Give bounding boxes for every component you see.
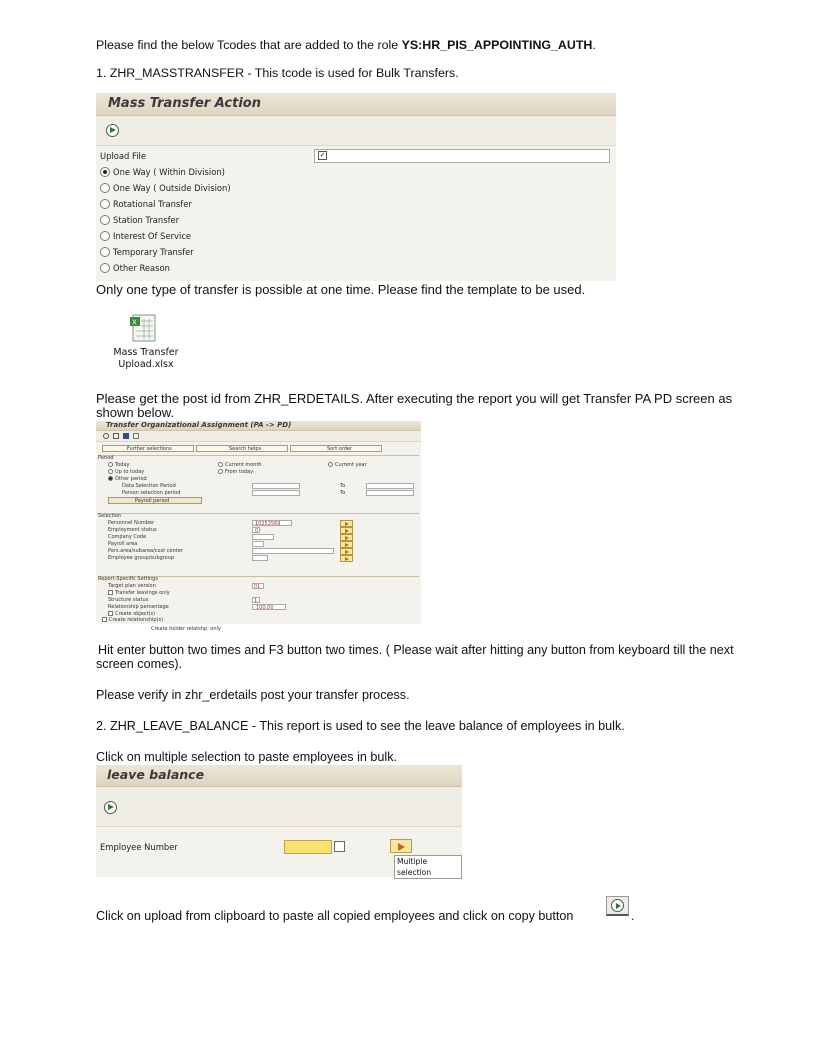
transfer-title: Transfer Organizational Assignment (PA -> PD)	[106, 421, 292, 429]
transfer-option-radio[interactable]	[100, 167, 110, 177]
one-type-paragraph: Only one type of transfer is possible at one time. Please find the template to be used.	[96, 282, 586, 297]
sort-order-label: Sort order	[327, 446, 353, 452]
upload-file-label: Upload File	[100, 151, 147, 161]
svg-text:X: X	[132, 318, 137, 327]
selection-header: Selection	[98, 513, 122, 519]
current-year-radio[interactable]	[328, 462, 333, 467]
leave-balance-screen	[96, 765, 462, 877]
selection-input[interactable]	[252, 520, 292, 526]
execute-icon[interactable]	[104, 801, 117, 814]
data-sel-from-input[interactable]	[252, 483, 300, 489]
employee-number-label: Employee Number	[100, 842, 178, 852]
search-helps-button[interactable]	[196, 445, 288, 452]
create-relationships-checkbox[interactable]	[102, 617, 107, 622]
mass-transfer-title-bar	[96, 93, 616, 116]
transfer-option-label: Temporary Transfer	[113, 247, 194, 257]
multiple-selection-button[interactable]	[340, 520, 353, 527]
create-holder-label: Create holder relatshp. only	[151, 626, 221, 632]
sort-order-button[interactable]	[290, 445, 382, 452]
transfer-screen	[96, 421, 421, 624]
today-label: Today	[115, 462, 130, 468]
selection-label: Personnel Number	[108, 520, 155, 526]
multiple-selection-button[interactable]	[340, 534, 353, 541]
attachment-name-line1: Mass Transfer	[113, 347, 179, 358]
grid-icon[interactable]	[133, 433, 139, 439]
structure-status-value: 1	[254, 598, 258, 604]
current-year-label: Current year	[335, 462, 367, 468]
transfer-leavings-checkbox[interactable]	[108, 590, 113, 595]
transfer-option[interactable]	[100, 245, 194, 259]
create-objects-checkbox[interactable]	[108, 611, 113, 616]
execute-icon[interactable]	[106, 124, 119, 137]
intro-paragraph	[96, 38, 596, 52]
from-today-label: From today	[225, 469, 254, 475]
intro-text: Please find the below Tcodes that are added to the role	[96, 38, 402, 52]
transfer-option-radio[interactable]	[100, 215, 110, 225]
mass-transfer-toolbar	[96, 116, 616, 146]
relationship-pct-label: Relationship percentage	[108, 604, 169, 610]
structure-status-label: Structure status	[108, 597, 149, 603]
transfer-option-radio[interactable]	[100, 263, 110, 273]
transfer-option[interactable]	[100, 197, 192, 211]
relationship-pct-input[interactable]	[252, 604, 286, 610]
leave-balance-toolbar	[96, 787, 462, 827]
transfer-option[interactable]	[100, 229, 191, 243]
multiple-selection-arrow-button[interactable]	[390, 839, 412, 853]
mass-transfer-screen	[96, 93, 616, 281]
relationship-pct-value: 100.00	[256, 605, 274, 611]
selection-label: Employment status	[108, 527, 157, 533]
other-period-radio[interactable]	[108, 476, 113, 481]
target-plan-label: Target plan version	[108, 583, 156, 589]
multi-selection-paragraph: Click on multiple selection to paste employees in bulk.	[96, 750, 398, 764]
execute-icon[interactable]	[103, 433, 109, 439]
transfer-option-label: Rotational Transfer	[113, 199, 192, 209]
transfer-option-radio[interactable]	[100, 199, 110, 209]
transfer-option-label: Interest Of Service	[113, 231, 192, 241]
transfer-option-radio[interactable]	[100, 247, 110, 257]
role-name: YS:HR_PIS_APPOINTING_AUTH	[401, 38, 593, 52]
transfer-title-bar	[96, 421, 421, 431]
selection-label: Employee group/subgroup	[108, 555, 175, 561]
item2-text: 2. ZHR_LEAVE_BALANCE - This report is used to see the leave balance of employees in bulk.	[96, 719, 625, 733]
data-sel-to-input[interactable]	[366, 483, 414, 489]
further-selections-button[interactable]	[102, 445, 194, 452]
attachment-caption[interactable]	[106, 347, 186, 371]
post-id-paragraph-line2: shown below.	[96, 405, 175, 420]
selection-label: Company Code	[108, 534, 147, 540]
target-plan-value: 01	[254, 584, 261, 590]
further-selections-label: Further selections	[127, 446, 172, 452]
employee-number-input[interactable]	[284, 840, 332, 854]
other-period-label: Other period	[115, 476, 147, 482]
variant-icon[interactable]	[113, 433, 119, 439]
selection-value: 0	[255, 528, 259, 534]
transfer-option-label: One Way ( Outside Division)	[113, 183, 231, 193]
period-header: Period	[98, 455, 114, 461]
upload-end-period: .	[631, 909, 635, 923]
upload-file-input[interactable]	[314, 149, 610, 163]
arrow-right-icon	[398, 843, 405, 851]
report-settings-header: Report-Specific Settings	[98, 576, 158, 582]
selection-input[interactable]	[252, 555, 268, 561]
copy-arrow-icon	[616, 903, 621, 909]
leave-balance-title-bar	[96, 765, 462, 787]
transfer-option-label: One Way ( Within Division)	[113, 167, 225, 177]
person-sel-to-input[interactable]	[366, 490, 414, 496]
excel-file-icon[interactable]	[128, 313, 162, 343]
selection-input[interactable]	[252, 534, 274, 540]
post-id-paragraph-line1: Please get the post id from ZHR_ERDETAILS. After executing the report you will get Transfer PA PD screen as	[96, 391, 733, 406]
upload-paragraph	[96, 909, 573, 923]
person-sel-from-input[interactable]	[252, 490, 300, 496]
structure-status-input[interactable]	[252, 597, 260, 603]
person-selection-label: Person selection period	[122, 490, 181, 496]
transfer-toolbar	[96, 431, 421, 442]
mass-transfer-title: Mass Transfer Action	[108, 96, 261, 111]
intro-period: .	[592, 38, 596, 52]
payroll-period-label: Payroll period	[135, 498, 170, 504]
attachment-name-line2: Upload.xlsx	[118, 359, 174, 370]
from-today-radio[interactable]	[218, 469, 223, 474]
up-to-today-radio[interactable]	[108, 469, 113, 474]
search-help-icon[interactable]	[334, 841, 345, 852]
info-icon[interactable]	[123, 433, 129, 439]
leave-balance-title: leave balance	[107, 767, 205, 782]
selection-label: Payroll area	[108, 541, 138, 547]
checkbox-icon: ✓	[319, 152, 326, 159]
search-helps-label: Search helps	[229, 446, 262, 452]
selection-input[interactable]	[252, 541, 264, 547]
payroll-period-button[interactable]	[108, 497, 202, 504]
up-to-today-label: Up to today	[115, 469, 145, 475]
data-sel-to-label: To	[340, 483, 346, 489]
transfer-option[interactable]	[100, 213, 179, 227]
transfer-option-radio[interactable]	[100, 183, 110, 193]
transfer-option-label: Station Transfer	[113, 215, 180, 225]
enter-paragraph-line2: screen comes).	[96, 657, 183, 671]
create-relationships-label: Create relationship(s)	[109, 617, 164, 623]
current-month-radio[interactable]	[218, 462, 223, 467]
enter-paragraph-line1: Hit enter button two times and F3 button two times. ( Please wait after hitting any button from keyboard till the next	[98, 643, 734, 657]
multiple-selection-button[interactable]	[340, 541, 353, 548]
transfer-leavings-label: Transfer leavings only	[115, 590, 170, 596]
copy-button-icon[interactable]	[606, 896, 629, 916]
transfer-option[interactable]	[100, 181, 231, 195]
multiple-selection-button[interactable]	[340, 555, 353, 562]
current-month-label: Current month	[225, 462, 262, 468]
transfer-option[interactable]	[100, 165, 225, 179]
person-sel-to-label: To	[340, 490, 346, 496]
multiple-selection-button[interactable]	[340, 548, 353, 555]
data-selection-label: Data Selection Period	[122, 483, 176, 489]
target-plan-input[interactable]	[252, 583, 264, 589]
today-radio[interactable]	[108, 462, 113, 467]
selection-value: 10252569	[255, 521, 281, 527]
transfer-option-radio[interactable]	[100, 231, 110, 241]
create-objects-label: Create object(s)	[115, 611, 156, 617]
upload-text: Click on upload from clipboard to paste all copied employees and click on copy button	[96, 909, 574, 923]
item1-text: 1. ZHR_MASSTRANSFER - This tcode is used for Bulk Transfers.	[96, 66, 459, 80]
selection-input[interactable]	[252, 527, 260, 533]
selection-label: Pers.area/subarea/cost center	[108, 548, 183, 554]
multiple-selection-button[interactable]	[340, 527, 353, 534]
multiple-selection-tooltip: Multiple selection	[394, 855, 462, 879]
verify-paragraph: Please verify in zhr_erdetails post your transfer process.	[96, 688, 410, 702]
selection-input[interactable]	[252, 548, 334, 554]
transfer-option-label: Other Reason	[113, 263, 170, 273]
transfer-option[interactable]	[100, 261, 170, 275]
